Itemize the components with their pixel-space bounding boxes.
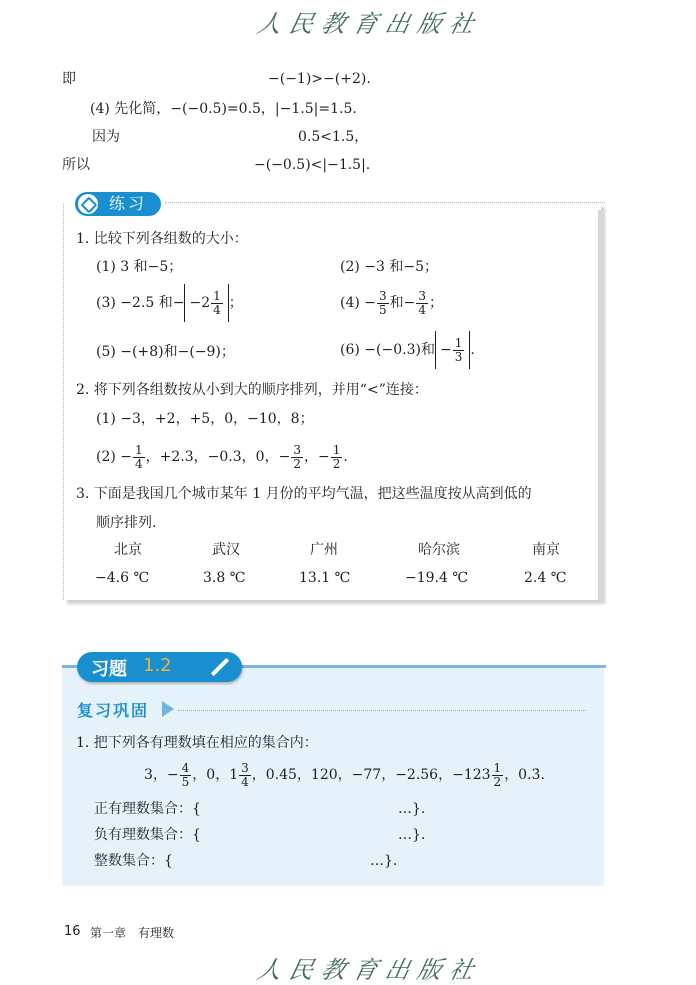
fraction bbox=[239, 762, 251, 789]
item-label: (2) bbox=[340, 259, 360, 275]
intro-line1-label: 即 bbox=[62, 71, 76, 87]
numerator: 1 bbox=[213, 288, 221, 303]
item-text: − bbox=[120, 449, 133, 465]
practice-q1-item4 bbox=[340, 283, 443, 323]
exercise-tab-number: 1.2 bbox=[143, 655, 172, 676]
exercise-tab-label: 习题 bbox=[91, 659, 127, 680]
denominator: 2 bbox=[332, 456, 341, 471]
item-text: . bbox=[470, 342, 475, 358]
exercise-tab bbox=[77, 652, 242, 682]
fraction bbox=[377, 290, 389, 317]
intro-line3-expr: 0.5<1.5， bbox=[298, 129, 369, 145]
practice-q1-title: 1. 比较下列各组数的大小： bbox=[76, 231, 248, 247]
city-cell: 武汉 bbox=[212, 542, 240, 558]
item-text: −2.5 和− bbox=[120, 295, 185, 311]
practice-tab bbox=[75, 192, 161, 216]
denominator: 4 bbox=[418, 302, 427, 317]
item-label: (6) bbox=[340, 342, 360, 358]
city-cell: 广州 bbox=[310, 542, 338, 558]
numerator: 1 bbox=[332, 442, 341, 457]
practice-q1-item1 bbox=[96, 258, 182, 276]
intro-line4-label: 所以 bbox=[62, 157, 90, 173]
intro-line2: (4) 先化简，−(−0.5)=0.5，|−1.5|=1.5. bbox=[90, 101, 357, 117]
item-text: 3 和−5； bbox=[120, 259, 183, 275]
temp-cell: 13.1 ℃ bbox=[299, 570, 351, 586]
item-text: . bbox=[343, 449, 348, 465]
fraction bbox=[453, 337, 465, 364]
review-dotted-line bbox=[178, 710, 586, 711]
numerator: 4 bbox=[181, 760, 190, 775]
set-negative-end: …}. bbox=[398, 827, 426, 843]
practice-q1-item6 bbox=[340, 330, 475, 370]
city-cell: 哈尔滨 bbox=[418, 542, 460, 558]
numerator: 1 bbox=[454, 335, 463, 350]
intro-line4-expr: −(−0.5)<|−1.5|. bbox=[254, 157, 371, 173]
set-integer-label: 整数集合：{ bbox=[94, 853, 173, 869]
practice-q2-item1 bbox=[96, 410, 314, 428]
fraction bbox=[331, 444, 343, 471]
item-text: −(+8)和−(−9)； bbox=[120, 344, 235, 360]
set-positive-label: 正有理数集合：{ bbox=[94, 801, 201, 817]
fraction bbox=[211, 290, 223, 317]
item-label: (4) bbox=[340, 295, 360, 311]
denominator: 4 bbox=[213, 302, 221, 317]
denominator: 2 bbox=[493, 774, 502, 789]
exercise-q1-title: 1. 把下列各有理数填在相应的集合内： bbox=[76, 735, 318, 751]
item-text: ； bbox=[228, 295, 243, 311]
temp-cell: 3.8 ℃ bbox=[203, 570, 246, 586]
set-negative-label: 负有理数集合：{ bbox=[94, 827, 201, 843]
item-label: (3) bbox=[96, 295, 116, 311]
chapter-label: 第一章 bbox=[90, 926, 127, 940]
practice-q1-item2 bbox=[340, 258, 438, 276]
intro-line3-label: 因为 bbox=[92, 129, 120, 145]
chapter-title: 有理数 bbox=[138, 926, 175, 940]
item-text: ，0，1 bbox=[192, 767, 239, 783]
item-text: ，0.3̇. bbox=[504, 767, 545, 783]
numerator: 3 bbox=[418, 288, 427, 303]
set-integer-end: …}. bbox=[370, 853, 398, 869]
item-label: (2) bbox=[96, 449, 116, 465]
absolute-value bbox=[435, 331, 470, 369]
denominator: 4 bbox=[241, 774, 249, 789]
play-arrow-icon bbox=[162, 701, 174, 717]
item-label: (5) bbox=[96, 344, 116, 360]
item-text: ，− bbox=[303, 449, 330, 465]
practice-icon bbox=[78, 194, 98, 214]
item-label: (1) bbox=[96, 411, 116, 427]
item-text: − bbox=[364, 295, 377, 311]
practice-q1-item5 bbox=[96, 343, 235, 361]
city-cell: 南京 bbox=[532, 542, 560, 558]
set-positive-end: …}. bbox=[398, 801, 426, 817]
exercise-q1-numbers bbox=[144, 755, 545, 795]
item-text: − bbox=[439, 342, 452, 358]
fraction bbox=[416, 290, 428, 317]
publisher-logo-footer: 人民教育出版社 bbox=[254, 956, 485, 984]
denominator: 5 bbox=[379, 302, 387, 317]
fraction bbox=[492, 762, 504, 789]
city-cell: 北京 bbox=[114, 542, 142, 558]
temp-cell: −4.6 ℃ bbox=[95, 570, 150, 586]
practice-q3-title-line1: 3. 下面是我国几个城市某年 1 月份的平均气温，把这些温度按从高到低的 bbox=[76, 486, 532, 502]
item-text: −3，+2，+5，0，−10，8； bbox=[120, 411, 314, 427]
fraction bbox=[133, 444, 145, 471]
intro-line1-expr: −(−1)>−(+2). bbox=[268, 71, 371, 87]
absolute-value bbox=[184, 284, 228, 322]
numerator: 3 bbox=[293, 442, 301, 457]
section-label-review: 复习巩固 bbox=[77, 701, 150, 720]
temp-cell: −19.4 ℃ bbox=[405, 570, 469, 586]
denominator: 2 bbox=[293, 456, 301, 471]
item-label: (1) bbox=[96, 259, 116, 275]
item-text: 和− bbox=[389, 295, 416, 311]
publisher-logo-header: 人民教育出版社 bbox=[254, 10, 485, 38]
item-text: ，+2.3，−0.3，0，− bbox=[145, 449, 291, 465]
denominator: 3 bbox=[454, 349, 463, 364]
practice-q1-item3 bbox=[96, 283, 243, 323]
practice-q2-title: 2. 将下列各组数按从小到大的顺序排列，并用“<”连接： bbox=[76, 382, 428, 398]
numerator: 1 bbox=[493, 760, 502, 775]
item-text: −2 bbox=[189, 295, 211, 311]
item-text: ； bbox=[429, 295, 444, 311]
practice-dotted-line bbox=[165, 202, 605, 203]
page-number: 16 bbox=[64, 924, 81, 939]
denominator: 4 bbox=[135, 456, 143, 471]
item-text: ，0.45，120，−77，−2.56，−123 bbox=[251, 767, 491, 783]
item-text: −(−0.3)和 bbox=[364, 342, 435, 358]
temp-cell: 2.4 ℃ bbox=[524, 570, 567, 586]
practice-q3-title-line2: 顺序排列. bbox=[96, 515, 157, 531]
numerator: 1 bbox=[135, 442, 143, 457]
practice-tab-label: 练习 bbox=[109, 194, 148, 213]
denominator: 5 bbox=[181, 774, 190, 789]
practice-box-shadow bbox=[598, 210, 603, 603]
numerator: 3 bbox=[379, 288, 387, 303]
fraction bbox=[180, 762, 192, 789]
fraction bbox=[291, 444, 303, 471]
pencil-icon bbox=[211, 658, 229, 676]
practice-q2-item2 bbox=[96, 437, 348, 477]
numerator: 3 bbox=[241, 760, 249, 775]
item-text: −3 和−5； bbox=[364, 259, 439, 275]
item-text: 3，− bbox=[144, 767, 179, 783]
